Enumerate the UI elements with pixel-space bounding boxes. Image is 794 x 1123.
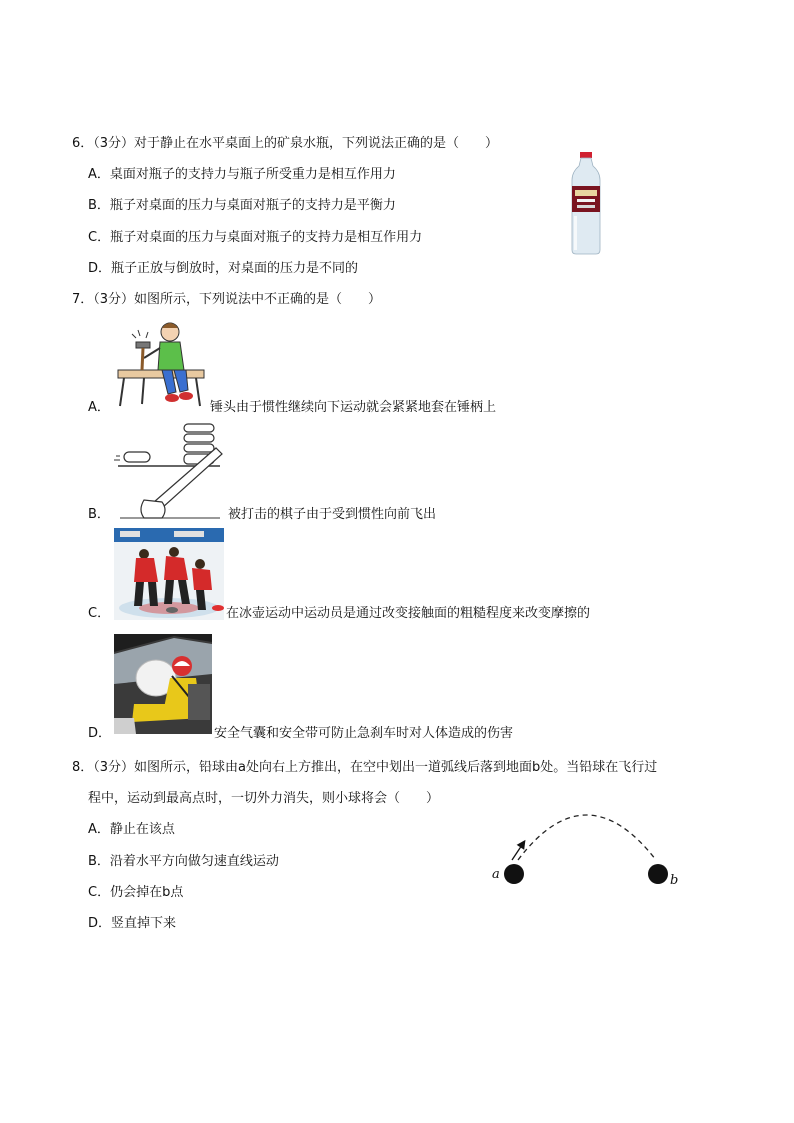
label-b: b — [670, 873, 679, 888]
q8-stem-line1: 8．（3分）如图所示，铅球由a处向右上方推出，在空中划出一道弧线后落到地面b处。当铅球在飞行过 — [72, 760, 658, 775]
q7-option-b-letter: B． — [88, 507, 110, 522]
q7-stem: 7．（3分）如图所示，下列说法中不正确的是（ ） — [72, 292, 382, 307]
ball-a — [504, 864, 524, 884]
q6-option-b: B．瓶子对桌面的压力与桌面对瓶子的支持力是平衡力 — [88, 198, 396, 213]
hammer-bench-image — [114, 318, 208, 408]
q7-option-c-letter: C． — [88, 606, 111, 621]
q8-option-d: D．竖直掉下来 — [88, 916, 177, 931]
q7-option-b-text: 被打击的棋子由于受到惯性向前飞出 — [228, 507, 437, 522]
q6-option-d: D．瓶子正放与倒放时，对桌面的压力是不同的 — [88, 261, 359, 276]
shot-put-diagram — [486, 810, 686, 890]
airbag-image — [114, 634, 212, 734]
label-a: a — [492, 867, 500, 882]
q8-option-a: A．静止在该点 — [88, 822, 175, 837]
water-bottle-image — [566, 150, 606, 256]
q7-option-d-letter: D． — [88, 726, 112, 741]
chess-pieces-image — [114, 418, 224, 522]
launch-arrow — [512, 842, 524, 860]
q7-option-c-text: 在冰壶运动中运动员是通过改变接触面的粗糙程度来改变摩擦的 — [226, 606, 591, 621]
ball-b — [648, 864, 668, 884]
curling-image — [114, 528, 224, 620]
q7-option-a-text: 锤头由于惯性继续向下运动就会紧紧地套在锤柄上 — [210, 400, 497, 415]
q6-option-c: C．瓶子对桌面的压力与桌面对瓶子的支持力是相互作用力 — [88, 230, 423, 245]
trajectory-arc — [518, 815, 656, 860]
q6-option-a: A．桌面对瓶子的支持力与瓶子所受重力是相互作用力 — [88, 167, 396, 182]
q6-stem: 6．（3分）对于静止在水平桌面上的矿泉水瓶，下列说法正确的是（ ） — [72, 136, 499, 151]
q7-option-a-letter: A． — [88, 400, 110, 415]
q8-stem-line2: 程中，运动到最高点时，一切外力消失，则小球将会（ ） — [88, 791, 440, 806]
q8-option-b: B．沿着水平方向做匀速直线运动 — [88, 854, 279, 869]
q8-option-c: C．仍会掉在b点 — [88, 885, 184, 900]
q7-option-d-text: 安全气囊和安全带可防止急刹车时对人体造成的伤害 — [214, 726, 514, 741]
